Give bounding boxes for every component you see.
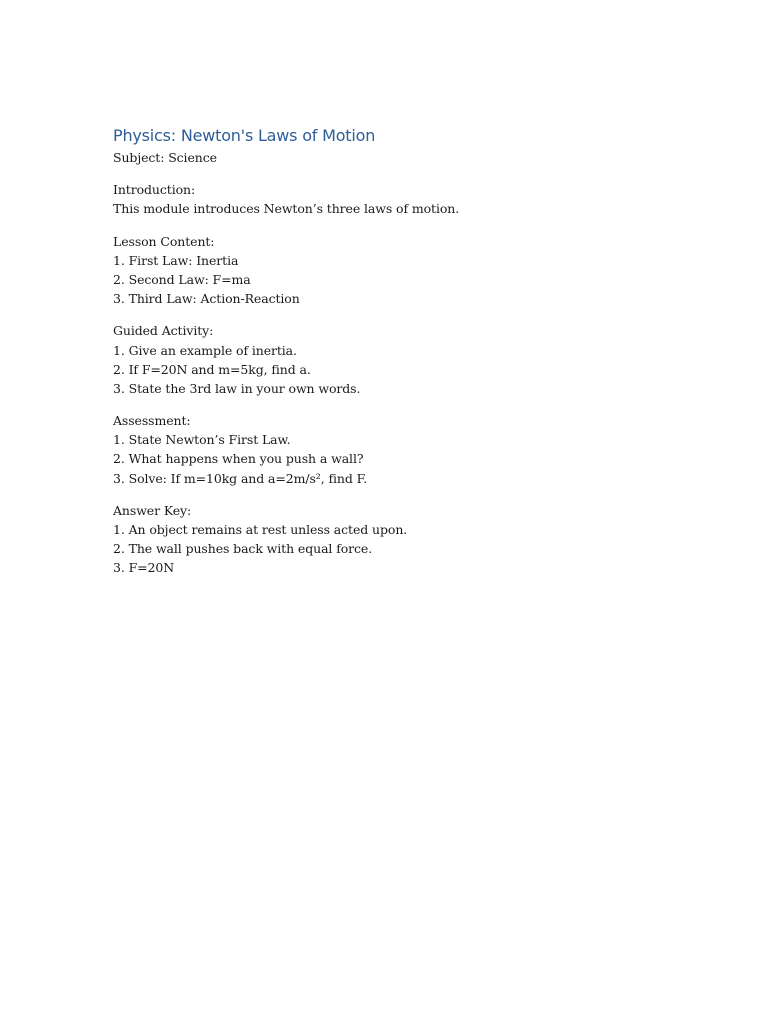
section-heading: Assessment:: [113, 413, 191, 429]
section-assessment: [113, 411, 713, 488]
document-title: Physics: Newton's Laws of Motion: [113, 126, 376, 145]
section-line: 1. First Law: Inertia: [113, 252, 239, 268]
section-line: 2. If F=20N and m=5kg, find a.: [113, 361, 311, 377]
section-heading: Answer Key:: [113, 502, 192, 518]
section-line: 2. The wall pushes back with equal force.: [113, 541, 373, 557]
section-line: 1. An object remains at rest unless acted upon.: [113, 522, 408, 537]
section-line: 2. What happens when you push a wall?: [113, 451, 364, 467]
section-line: This module introduces Newton’s three laws of motion.: [113, 201, 460, 217]
section-guided-activity: [113, 321, 713, 398]
section-line: 2. Second Law: F=ma: [113, 271, 251, 287]
section-line: 3. Solve: If m=10kg and a=2m/s², find F.: [113, 470, 368, 486]
section-line: 3. F=20N: [113, 560, 175, 576]
subject-line: Subject: Science: [113, 150, 217, 165]
document-page: [113, 124, 713, 578]
section-lesson-content: [113, 232, 713, 309]
section-line: 3. State the 3rd law in your own words.: [113, 380, 361, 396]
section-answer-key: [113, 501, 713, 578]
section-line: 1. State Newton’s First Law.: [113, 432, 291, 448]
section-introduction: [113, 180, 713, 218]
section-heading: Introduction:: [113, 182, 196, 198]
section-line: 1. Give an example of inertia.: [113, 342, 297, 358]
section-heading: Lesson Content:: [113, 233, 215, 249]
section-line: 3. Third Law: Action-Reaction: [113, 291, 300, 307]
section-heading: Guided Activity:: [113, 323, 214, 339]
